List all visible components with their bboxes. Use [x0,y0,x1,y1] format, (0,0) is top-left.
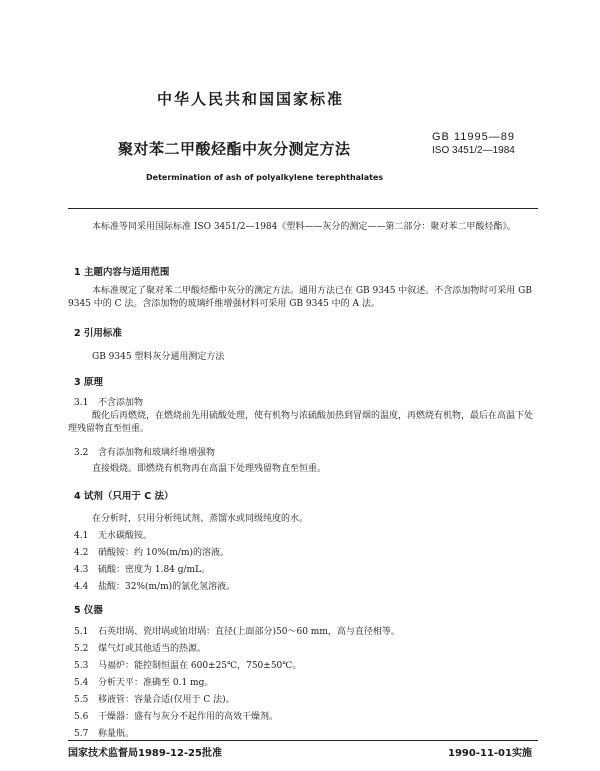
item-3-2 [74,445,215,458]
section-3-heading: 3 原理 [74,377,103,388]
approval-date: 国家技术监督局1989-12-25批准 [68,748,222,759]
standard-code: GB 11995—89 [432,131,515,143]
footer-rule [68,740,538,741]
list-item: 4.4 盐酸：32%(m/m)的氯化氢溶液。 [74,582,236,592]
item-title: 含有添加物和玻璃纤维增强物 [98,448,216,458]
list-item: 5.6 干燥器：盛有与灰分不起作用的高效干燥剂。 [74,712,279,722]
reference-standard: GB 9345 塑料灰分通用测定方法 [92,352,225,362]
item-title: 不含添加物 [98,398,144,408]
list-item: 5.3 马福炉：能控制恒温在 600±25℃，750±50℃。 [74,661,302,671]
section-2-heading: 2 引用标准 [74,328,122,339]
item-3-2-text: 直接煅烧。即燃烧有机物再在高温下处理残留物直至恒重。 [92,464,327,474]
list-item: 5.5 移液管：容量合适(仅用于 C 法)。 [74,695,235,705]
iso-code: ISO 3451/2—1984 [432,145,515,156]
list-item: 5.2 煤气灯或其他适当的热源。 [74,644,207,654]
list-item: 5.7 称量瓶。 [74,729,135,739]
item-3-1-text: 酸化后再燃烧，在燃烧前先用硫酸处理，使有机物与浓硫酸加热到冒烟的温度，再燃烧有机物，最后在高温下处理残留物直至恒重。 [68,411,534,434]
section-1-text: 本标准规定了聚对苯二甲酸烃酯中灰分的测定方法。通用方法已在 GB 9345 中叙述。不含添加物时可采用 GB 9345 中的 C 法。含添加物的玻璃纤维增强材料可采用 GB 9345 中的 A 法。 [68,286,532,309]
section-4-intro: 在分析时，只用分析纯试剂、蒸馏水或同级纯度的水。 [92,514,309,524]
section-5-heading: 5 仪器 [74,605,103,616]
header-rule [68,208,538,209]
list-item: 4.2 硝酸铵：约 10%(m/m)的溶液。 [74,548,229,558]
effective-date: 1990-11-01实施 [448,748,532,759]
list-item: 5.1 石英坩埚、瓷坩埚或铂坩埚：直径(上面部分)50～60 mm，高与直径相等。 [74,627,400,637]
intro-paragraph: 本标准等同采用国际标准 ISO 3451/2—1984《塑料——灰分的测定——第二部分：聚对苯二甲酸烃酯》。 [92,222,516,232]
list-item: 4.3 硫酸：密度为 1.84 g/mL。 [74,565,211,575]
standard-org-title: 中华人民共和国国家标准 [157,90,345,108]
item-number: 3.1 [74,398,89,408]
document-title: 聚对苯二甲酸烃酯中灰分测定方法 [118,140,351,158]
item-3-1 [74,395,143,408]
item-number: 3.2 [74,448,89,458]
section-4-heading: 4 试剂（只用于 C 法） [74,491,174,502]
section-1-heading: 1 主题内容与适用范围 [74,267,170,278]
list-item: 5.4 分析天平：准确至 0.1 mg。 [74,678,214,688]
list-item: 4.1 无水碳酸铵。 [74,531,153,541]
english-title: Determination of ash of polyalkylene terephthalates [146,173,384,182]
